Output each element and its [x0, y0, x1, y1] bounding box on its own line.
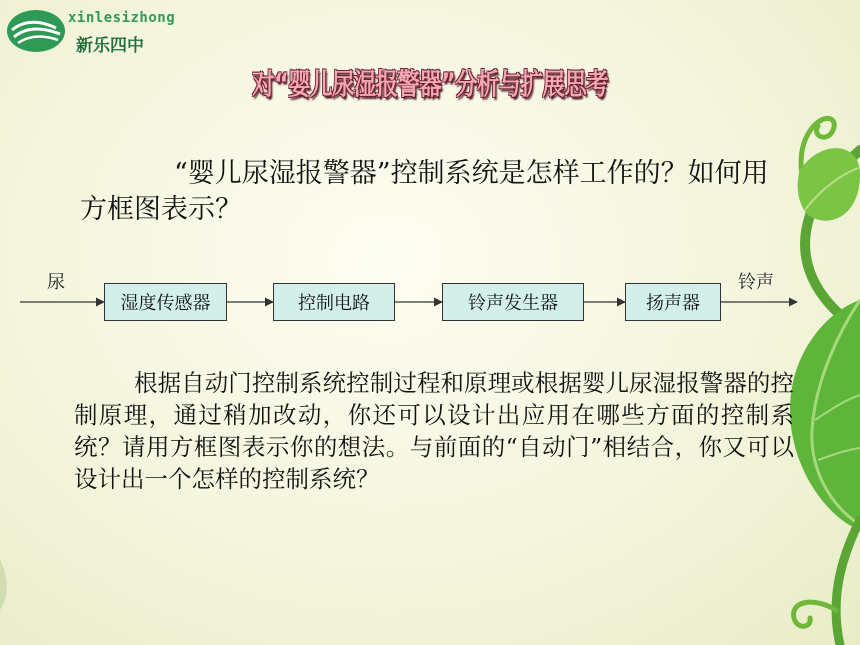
block-humidity-sensor: 湿度传感器	[104, 283, 227, 321]
question-text: “婴儿尿湿报警器”控制系统是怎样工作的？如何用方框图表示？	[80, 158, 769, 225]
block-control-circuit: 控制电路	[273, 283, 395, 321]
logo-text-en: xinlesizhong	[68, 10, 176, 26]
slide-title: 对“婴儿尿湿报警器”分析与扩展思考	[252, 67, 608, 101]
body-paragraph: 根据自动门控制系统控制过程和原理或根据婴儿尿湿报警器的控制原理，通过稍加改动，你还可以设计出应用在哪些方面的控制系统？请用方框图表示你的想法。与前面的“自动门”相结合，你又可以设计出一个怎样的控制系统？	[74, 369, 794, 493]
block-speaker: 扬声器	[625, 283, 721, 321]
block-bell-generator: 铃声发生器	[442, 283, 584, 321]
output-label: 铃声	[738, 272, 774, 293]
input-label: 尿	[47, 272, 65, 293]
logo-text-cn: 新乐四中	[76, 36, 144, 56]
